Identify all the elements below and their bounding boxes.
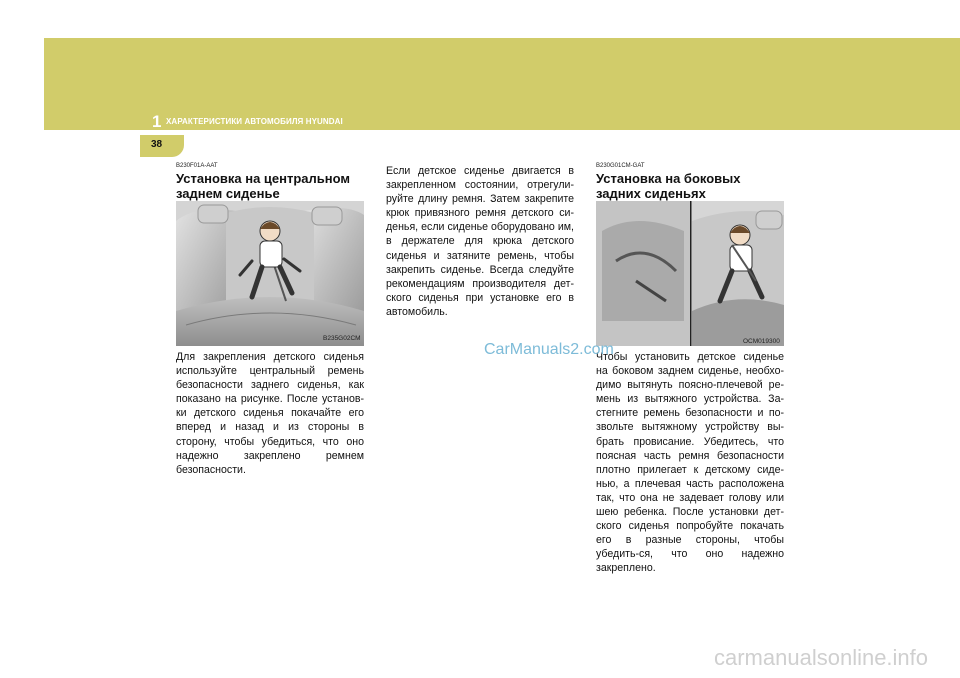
side-seat-child-seat-illustration bbox=[596, 201, 784, 346]
right-body-text: Чтобы установить детское сиденье на боковом заднем сиденье, необхо-димо вытянуть поясно-плечевой ре-мень из вытяжного устройства. За-стегните ремень безопасности и по-звольте вытяжному устройству вы-брать провисание. Убедитесь, что поясная часть ремня безопасности плотно прилегает к детскому сиде-нью, а плечевая часть расположена так, что она не задевает голову или шею ребенка. После установки дет-ского сиденья попробуйте покачать его в разные стороны, чтобы убедить-ся, что оно надежно закреплено. bbox=[596, 351, 784, 575]
page-number: 38 bbox=[151, 139, 163, 150]
image-code: B235G02CM bbox=[323, 335, 361, 342]
section-heading: Установка на боковых задних сиденьях bbox=[596, 171, 741, 201]
watermark-large: carmanualsonline.info bbox=[714, 645, 929, 670]
image-code: OCM019300 bbox=[743, 338, 780, 345]
right-section bbox=[596, 163, 784, 201]
section-code: B230F01A-AAT bbox=[176, 163, 218, 169]
center-seat-photo bbox=[176, 201, 364, 346]
left-section bbox=[176, 163, 364, 201]
rear-seat-child-seat-illustration bbox=[176, 201, 364, 346]
watermark-small: CarManuals2.com bbox=[484, 341, 614, 358]
section-code: B230G01CM-GAT bbox=[596, 163, 645, 169]
chapter-number: 1 bbox=[152, 112, 162, 131]
side-seat-photo bbox=[596, 201, 784, 346]
section-heading: Установка на центральном заднем сиденье bbox=[176, 171, 351, 201]
left-body-text: Для закрепления детского сиденья используйте центральный ремень безопасности заднего сиденья, как показано на рисунке. После установ-ки детского сиденья покачайте его вперед и назад и из стороны в сторону, чтобы убедиться, что оно надежно закреплено ремнем безопасности. bbox=[176, 351, 364, 476]
middle-body-text: Если детское сиденье двигается в закрепленном состоянии, отрегули-руйте длину ремня. Затем закрепите крюк привязного ремня детского си-денья, если сиденье оборудовано им, в держателе для крюка детского сиденья и затяните ремень, чтобы закрепить сиденье. Всегда следуйте рекомендациям производителя дет-ского сиденья при установке его в автомобиль. bbox=[386, 165, 574, 318]
chapter-title: ХАРАКТЕРИСТИКИ АВТОМОБИЛЯ HYUNDAI bbox=[166, 117, 343, 126]
